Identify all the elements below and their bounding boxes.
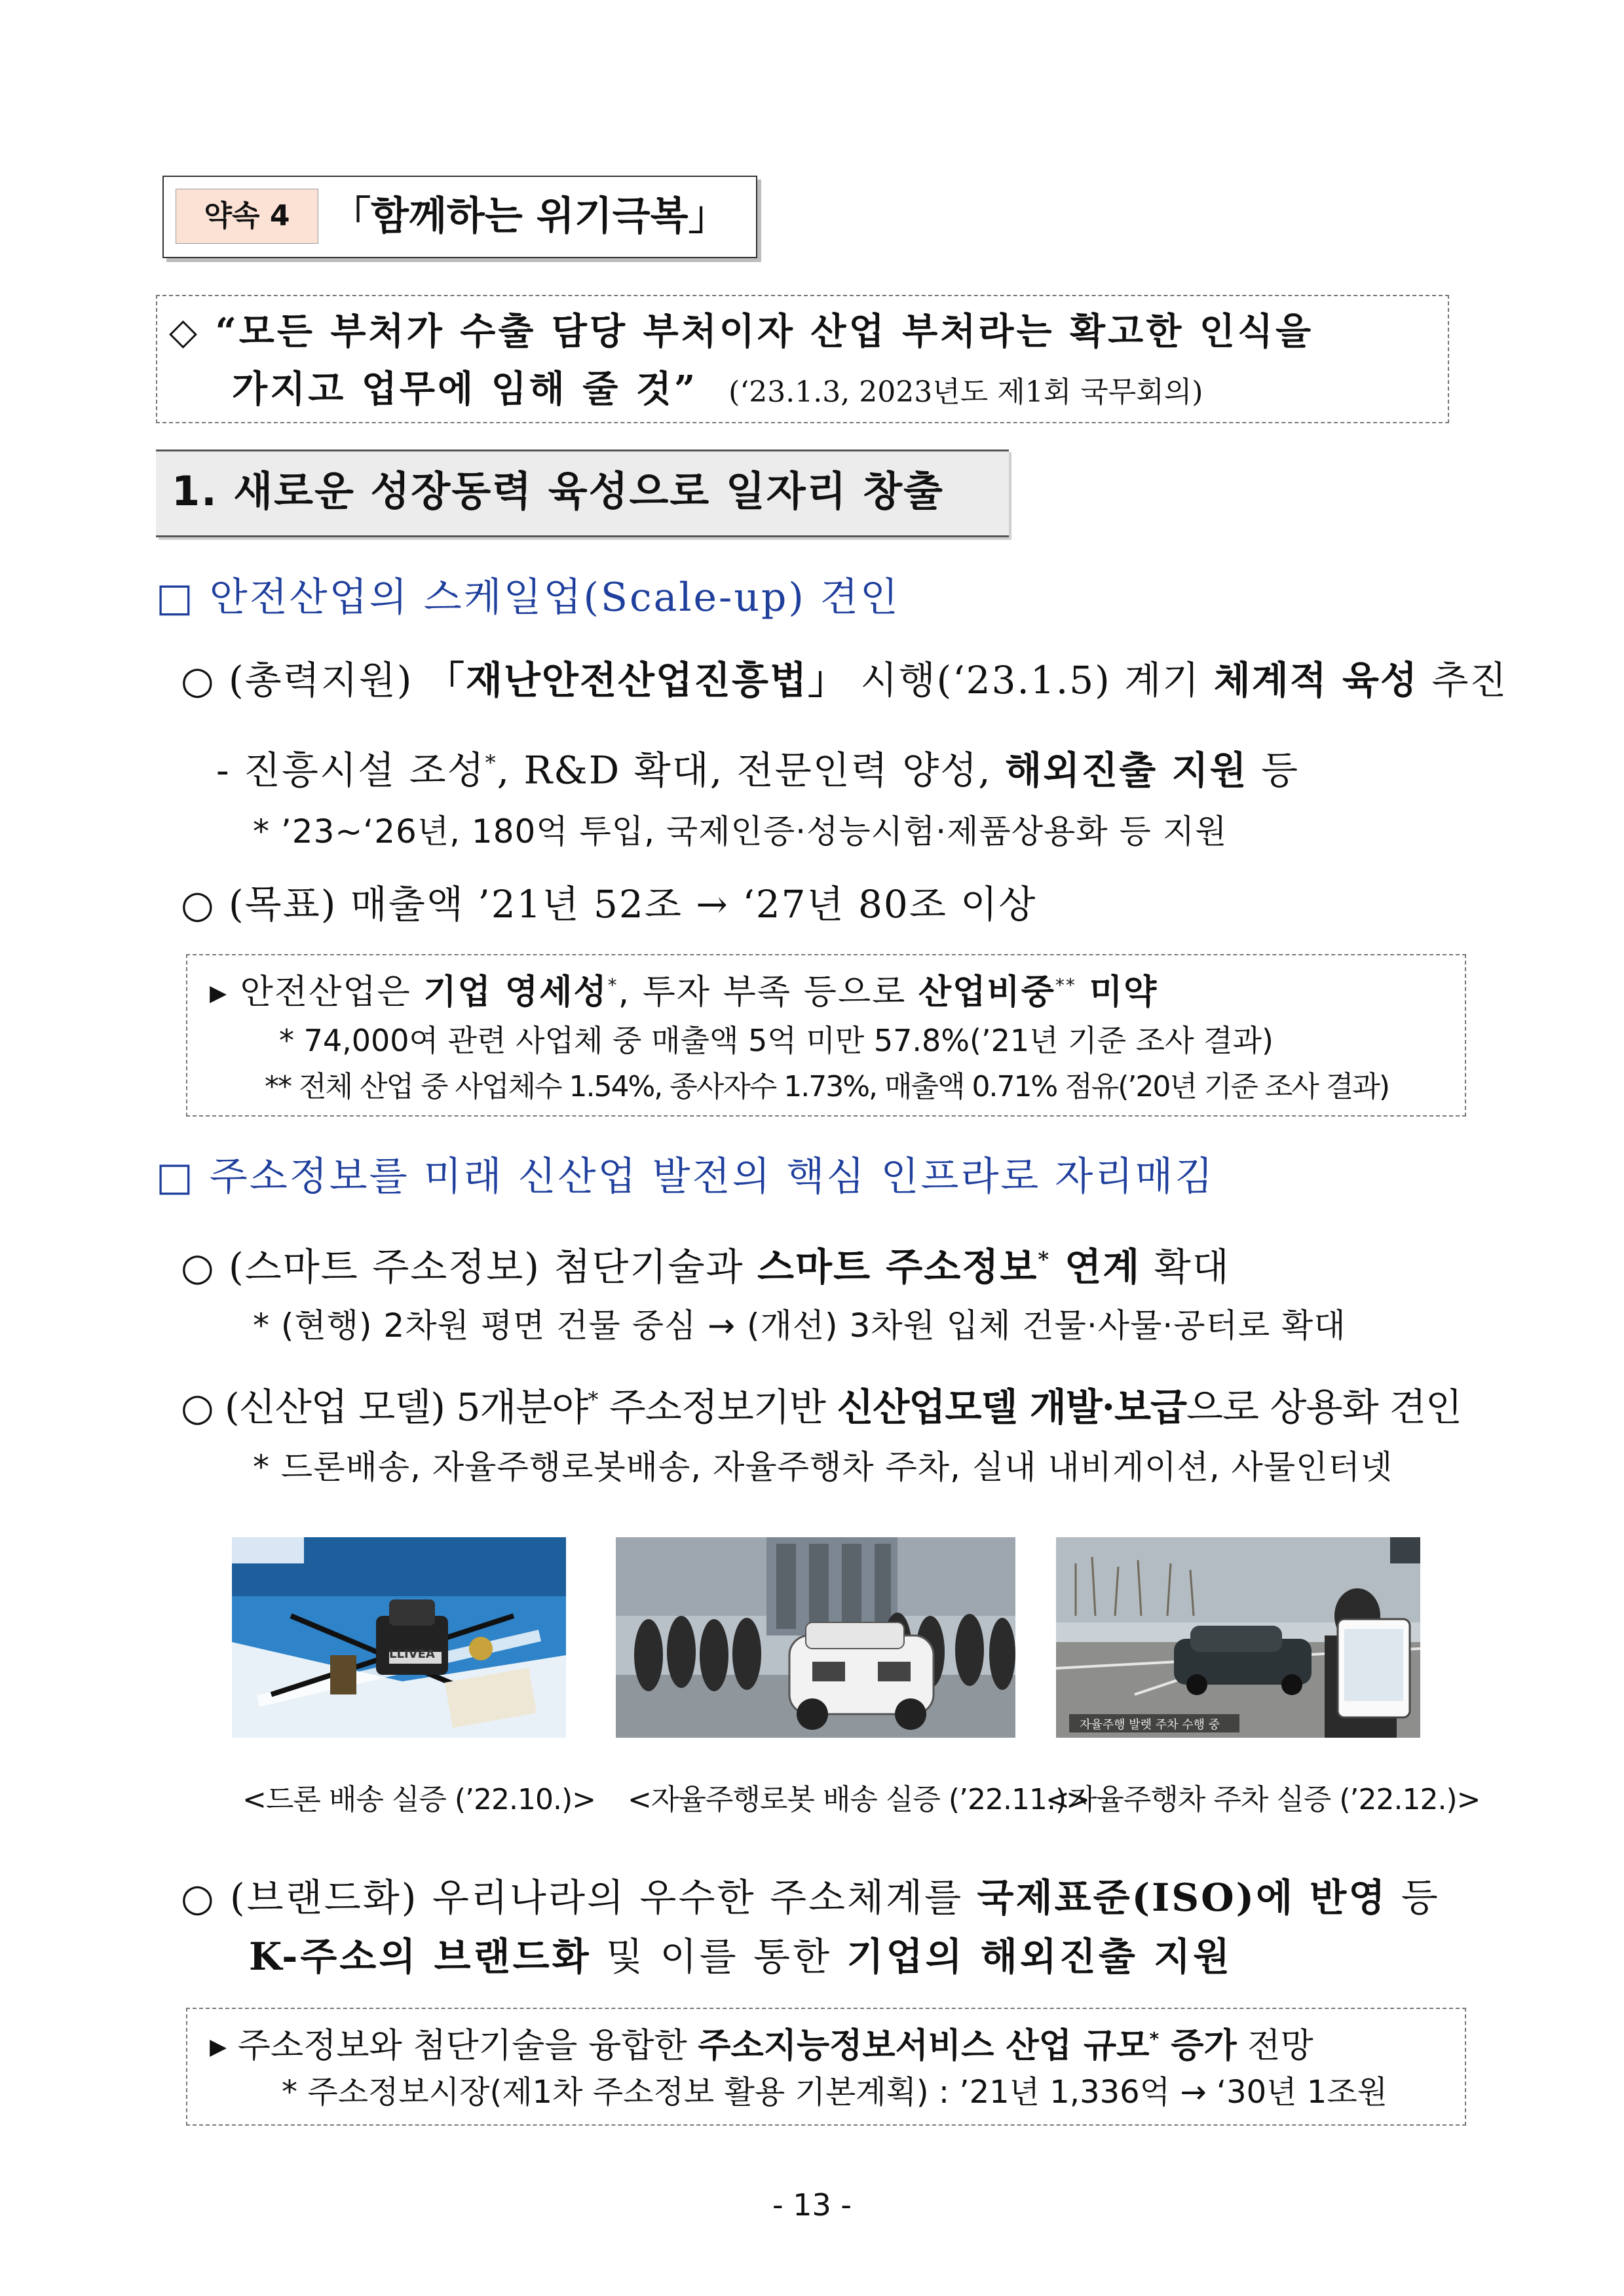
address-item-3-l2c: 기업의 해외진출 지원 (846, 1934, 1233, 1979)
safety-item-2 (181, 879, 1036, 929)
safety-box-1-sup2: ** (1055, 974, 1076, 996)
address-item-3-a: 우리나라의 우수한 주소체계를 (418, 1875, 977, 1920)
address-item-1-d: 확대 (1141, 1244, 1230, 1290)
address-item-3-line-2 (249, 1932, 1232, 1981)
address-item-3 (181, 1873, 1440, 1923)
safety-sub-a: - 진흥시설 조성 (216, 748, 485, 793)
address-box-1b: 주소지능정보서비스 산업 규모 (698, 2026, 1150, 2066)
robot-delivery-photo (616, 1537, 1015, 1738)
address-box-1-sup: * (1149, 2028, 1160, 2050)
address-item-1 (181, 1234, 1230, 1292)
address-item-1-b: 스마트 주소정보 (757, 1244, 1038, 1290)
safety-item-1-text-d: 추진 (1418, 658, 1508, 702)
quote-line-2-text: 가지고 업무에 임해 줄 것” (232, 368, 698, 411)
safety-item-1-label: ○ (총력지원) (181, 658, 413, 702)
address-item-3-l2a: K-주소의 브랜드화 (249, 1934, 592, 1979)
address-box-1a: ▸ 주소정보와 첨단기술을 융합한 (210, 2026, 698, 2066)
safety-sub-c: 해외진출 지원 (1005, 748, 1248, 793)
drone-delivery-photo (232, 1537, 566, 1738)
safety-box-1e: 미약 (1076, 972, 1158, 1012)
address-item-3-c: 등 (1387, 1875, 1440, 1920)
safety-box-line-2: * 74,000여 관련 사업체 중 매출액 5억 미만 57.8%(’21년 기준 조사 결과) (279, 1023, 1274, 1058)
drone-caption: <드론 배송 실증 (’22.10.)> (242, 1783, 595, 1816)
safety-box-1a: ▸ 안전산업은 (210, 972, 424, 1012)
address-item-3-label: ○ (브랜드화) (181, 1875, 419, 1920)
safety-heading: □ 안전산업의 스케일업(Scale-up) 견인 (156, 575, 900, 621)
quote-line-2 (232, 360, 1203, 413)
car-overlay-text: 자율주행 발렛 주차 수행 중 (1080, 1718, 1220, 1732)
address-box-1c: 증가 (1159, 2026, 1237, 2066)
safety-box-1c: , 투자 부족 등으로 (618, 972, 918, 1012)
address-heading: □ 주소정보를 미래 신산업 발전의 핵심 인프라로 자리매김 (156, 1154, 1215, 1200)
quote-source: (‘23.1.3, 2023년도 제1회 국무회의) (728, 375, 1203, 409)
safety-item-1-law: 「재난안전산업진흥법」 (426, 658, 848, 702)
address-item-1-note: * (현행) 2차원 평면 건물 중심 → (개선) 3차원 입체 건물·사물·공터로 확대 (253, 1307, 1346, 1345)
address-box-line-1 (210, 2016, 1313, 2069)
address-box-1d: 전망 (1236, 2026, 1313, 2066)
car-parking-photo (1056, 1537, 1420, 1738)
safety-box-1d: 산업비중 (918, 972, 1055, 1012)
address-item-1-sup: * (1038, 1247, 1051, 1272)
address-box-line-2: * 주소정보시장(제1차 주소정보 활용 기본계획) : ’21년 1,336억 → ‘30년 1조원 (282, 2074, 1388, 2111)
safety-box-1-sup: * (607, 974, 618, 996)
safety-box-line-3: ** 전체 산업 중 사업체수 1.54%, 종사자수 1.73%, 매출액 0.71% 점유(’20년 기준 조사 결과) (265, 1070, 1389, 1103)
safety-item-1-sub (216, 738, 1299, 795)
safety-item-2-label: ○ (목표) (181, 882, 337, 927)
robot-caption: <자율주행로봇 배송 실증 (’22.11.)> (628, 1783, 1089, 1816)
safety-item-1 (181, 655, 1508, 705)
pledge-tag: 약속 4 (176, 189, 318, 244)
address-item-2 (181, 1375, 1462, 1432)
quote-line-1: ◇ “모든 부처가 수출 담당 부처이자 산업 부처라는 확고한 인식을 (169, 310, 1314, 353)
safety-item-1-text-c: 체계적 육성 (1213, 658, 1419, 702)
address-item-3-b: 국제표준(ISO)에 반영 (977, 1875, 1388, 1920)
address-item-1-a: 첨단기술과 (540, 1244, 757, 1290)
drone-brand-label: LLIVEA (389, 1647, 435, 1661)
address-item-2-b: 주소정보기반 (597, 1385, 837, 1430)
address-item-2-a: 5개분야 (444, 1385, 588, 1430)
address-item-2-d: 으로 상용화 견인 (1186, 1385, 1462, 1430)
address-item-3-l2b: 및 이를 통한 (591, 1934, 847, 1979)
address-item-2-c: 신산업모델 개발·보급 (837, 1385, 1187, 1430)
address-item-1-c: 연계 (1050, 1244, 1141, 1290)
page-number: - 13 - (772, 2187, 852, 2223)
safety-item-1-text-b: 시행(‘23.1.5) 계기 (847, 658, 1214, 702)
section-title: 1. 새로운 성장동력 육성으로 일자리 창출 (172, 467, 944, 515)
address-item-1-label: ○ (스마트 주소정보) (181, 1244, 540, 1290)
safety-item-2-text: 매출액 ’21년 52조 → ‘27년 80조 이상 (337, 882, 1037, 927)
address-item-2-label: ○ (신산업 모델) (181, 1385, 445, 1430)
safety-item-1-note: * ’23~‘26년, 180억 투입, 국제인증·성능시험·제품상용화 등 지원 (253, 813, 1228, 851)
safety-sub-b: , R&D 확대, 전문인력 양성, (497, 748, 1006, 793)
safety-box-line-1 (210, 962, 1158, 1016)
safety-box-1b: 기업 영세성 (423, 972, 608, 1012)
address-item-2-sup: * (588, 1387, 598, 1412)
pledge-title: 「함께하는 위기극복」 (331, 193, 728, 239)
address-item-2-note: * 드론배송, 자율주행로봇배송, 자율주행차 주차, 실내 내비게이션, 사물인터넷 (253, 1448, 1393, 1486)
car-caption: <자율주행차 주차 실증 (’22.12.)> (1046, 1783, 1481, 1816)
safety-sub-d: 등 (1247, 748, 1300, 793)
safety-sub-sup: * (485, 750, 497, 775)
